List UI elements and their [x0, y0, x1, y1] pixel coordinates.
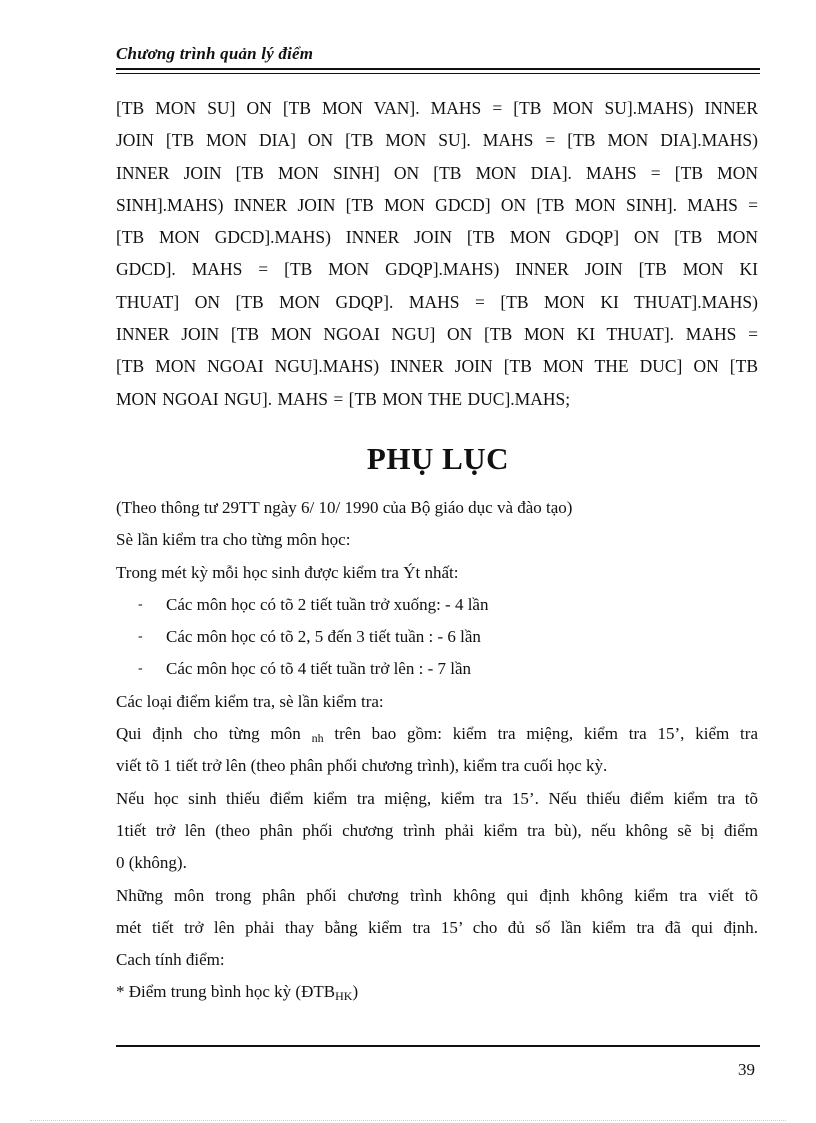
sql-line: JOIN [TB MON DIA] ON [TB MON SU]. MAHS = [TB MON DIA].MAHS)	[116, 130, 758, 151]
subscript-text: HK	[335, 989, 353, 1004]
bullet-dash: ‐	[138, 596, 143, 612]
paragraph-line: Trong mét kỳ mỗi học sinh được kiểm tra Ýt nhất:	[116, 562, 459, 582]
bullet-dash: ‐	[138, 629, 143, 645]
header-rule-thin	[116, 73, 760, 74]
header-rule-thick	[116, 68, 760, 70]
paragraph-line: Những môn trong phân phối chương trình không qui định không kiểm tra viết tõ	[116, 885, 758, 905]
list-item	[116, 621, 758, 653]
sql-line: INNER JOIN [TB MON NGOAI NGU] ON [TB MON KI THUAT]. MAHS =	[116, 324, 758, 345]
paragraph-line: 0 (không).	[116, 853, 187, 873]
text-run: )	[352, 982, 359, 1002]
page-header-title: Chương trình quản lý điểm	[116, 44, 314, 63]
sql-line: SINH].MAHS) INNER JOIN [TB MON GDCD] ON [TB MON SINH]. MAHS =	[116, 194, 758, 215]
page-number: 39	[738, 1060, 755, 1079]
list-item-text: Các môn học có tõ 2 tiết tuần trở xuống: - 4 lần	[166, 594, 489, 614]
appendix-title: PHỤ LỤC	[366, 441, 510, 476]
paragraph-line: Nếu học sinh thiếu điểm kiểm tra miệng, kiểm tra 15’. Nếu thiếu điểm kiểm tra tõ	[116, 788, 758, 808]
list-item-text: Các môn học có tõ 2, 5 đến 3 tiết tuần : - 6 lần	[166, 627, 481, 647]
sql-line: THUAT] ON [TB MON GDQP]. MAHS = [TB MON KI THUAT].MAHS)	[116, 291, 758, 312]
appendix-subtitle: (Theo thông tư 29TT ngày 6/ 10/ 1990 của Bộ giáo dục và đào tạo)	[116, 498, 573, 517]
paragraph-line: Sè lần kiểm tra cho từng môn học:	[116, 530, 351, 550]
sql-line: INNER JOIN [TB MON SINH] ON [TB MON DIA]. MAHS = [TB MON	[116, 162, 758, 183]
sql-line: GDCD]. MAHS = [TB MON GDQP].MAHS) INNER JOIN [TB MON KI	[116, 259, 758, 280]
sql-line: [TB MON SU] ON [TB MON VAN]. MAHS = [TB MON SU].MAHS) INNER	[116, 98, 758, 118]
text-run: trên bao gồm: kiểm tra miệng, kiểm tra 15’, kiểm tra	[323, 724, 758, 744]
footer-rule	[116, 1045, 760, 1047]
paragraph-line: Các loại điểm kiểm tra, sè lần kiểm tra:	[116, 691, 384, 711]
sql-line: [TB MON NGOAI NGU].MAHS) INNER JOIN [TB MON THE DUC] ON [TB	[116, 356, 758, 377]
sql-line: [TB MON GDCD].MAHS) INNER JOIN [TB MON GDQP] ON [TB MON	[116, 227, 758, 248]
subscript-text: nh	[311, 731, 324, 746]
paragraph-line: mét tiết trở lên phải thay bằng kiểm tra 15’ cho đủ số lần kiểm tra đã qui định.	[116, 917, 758, 937]
list-item-text: Các môn học có tõ 4 tiết tuần trở lên : - 7 lần	[166, 659, 471, 679]
paragraph-line	[116, 976, 758, 1008]
sql-line: MON NGOAI NGU]. MAHS = [TB MON THE DUC].MAHS;	[116, 388, 571, 409]
paragraph-line	[116, 718, 758, 750]
paragraph-line: 1tiết trở lên (theo phân phối chương trình phải kiểm tra bù), nếu không sẽ bị điểm	[116, 820, 758, 840]
paragraph-line: viết tõ 1 tiết trở lên (theo phân phối chương trình), kiểm tra cuối học kỳ.	[116, 756, 608, 776]
appendix-body	[116, 492, 758, 1009]
sql-query-block	[116, 92, 758, 415]
text-run: * Điểm trung bình học kỳ (ĐTB	[116, 982, 336, 1002]
list-item	[116, 589, 758, 621]
text-run: Qui định cho từng môn	[116, 724, 312, 744]
bullet-dash: ‐	[138, 661, 143, 677]
page-bottom-dotted-border	[30, 1120, 786, 1121]
list-item	[116, 653, 758, 685]
paragraph-line: Cach tính điểm:	[116, 950, 225, 970]
